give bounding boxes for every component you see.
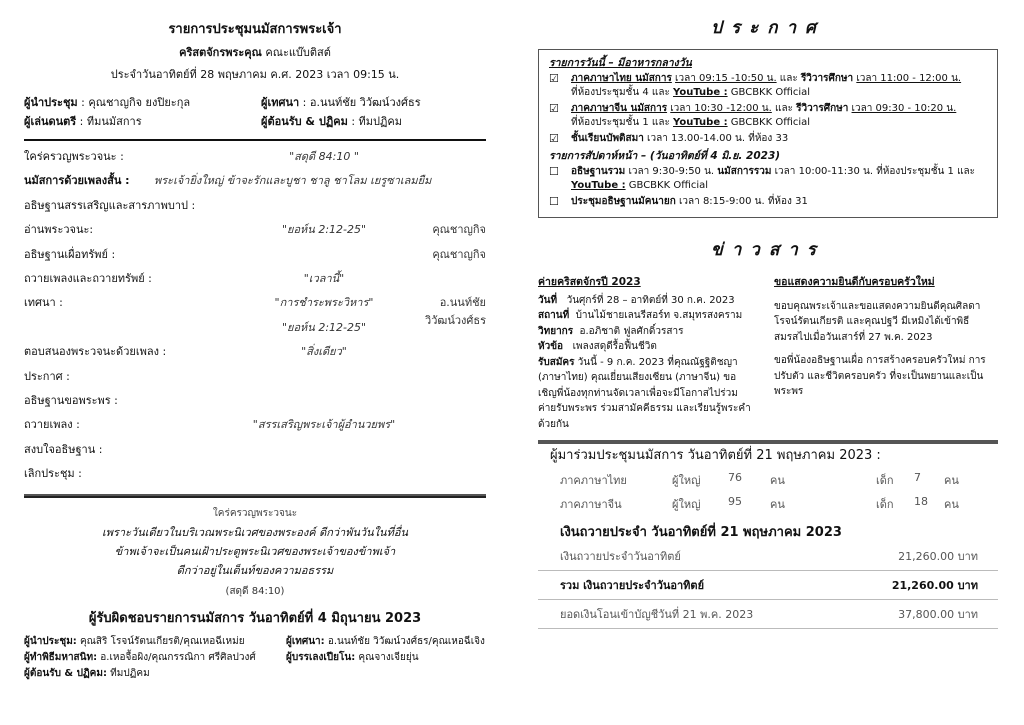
checked-box-icon: ☑ bbox=[549, 132, 559, 145]
church-name-line bbox=[24, 43, 486, 61]
service-date: ประจำวันอาทิตย์ที่ 28 พฤษภาคม ค.ศ. 2023 เวลา 09:15 น. bbox=[110, 68, 400, 81]
checked-box-icon: ☑ bbox=[549, 102, 559, 115]
unchecked-box-icon: ☐ bbox=[549, 165, 559, 178]
order-item bbox=[24, 342, 486, 366]
next-week-grid bbox=[24, 634, 486, 682]
order-item bbox=[24, 464, 486, 488]
next-week-item: ผู้ต้อนรับ & ปฏิคม: ทีมปฏิคม bbox=[24, 668, 150, 680]
order-item-reference: "สดุดี 84:10 " bbox=[289, 150, 359, 163]
camp-heading: ค่ายคริสตจักรปี 2023 bbox=[538, 276, 641, 288]
leader-item: ผู้ต้อนรับ & ปฏิคม : ทีมปฏิคม bbox=[261, 115, 403, 128]
camp-line: สถานที่ บ้านไม้ชายเลนรีสอร์ท จ.สมุทรสงคราม bbox=[538, 310, 743, 321]
leader-label: ผู้เล่นดนตรี bbox=[24, 115, 77, 128]
leader-value: ทีมปฏิคม bbox=[358, 115, 403, 128]
order-item bbox=[24, 245, 486, 269]
camp-line: วิทยากร อ.อภิชาติ ฟูลศักดิ์วรสาร bbox=[538, 325, 684, 337]
leader-value: คุณชาญกิจ ยงปิยะกุล bbox=[88, 96, 191, 109]
verse-reference: (สดุดี 84:10) bbox=[225, 586, 285, 598]
verse-line: ดีกว่าอยู่ในเต็นท์ของความอธรรม bbox=[176, 564, 334, 578]
section-divider bbox=[24, 494, 486, 498]
order-of-service bbox=[24, 14, 486, 682]
order-item bbox=[24, 318, 486, 342]
order-item-reference: "ยอห์น 2:12-25" bbox=[281, 320, 367, 334]
leader-label: ผู้เทศนา bbox=[261, 96, 300, 109]
church-name: คริสตจักรพระคุณ bbox=[179, 46, 262, 59]
order-item bbox=[24, 196, 486, 220]
meditation-heading: ใคร่ครวญพระวจนะ bbox=[212, 508, 298, 520]
order-item-reference: "เวลานี้" bbox=[303, 271, 345, 285]
order-item-person: อ.นนท์ชัย วิวัฒน์วงศ์ธร bbox=[425, 296, 486, 328]
news-section bbox=[538, 275, 998, 432]
order-item-label: ใคร่ครวญพระวจนะ : bbox=[24, 150, 124, 163]
news-title: ข่าวสาร bbox=[711, 240, 825, 260]
leaders-grid bbox=[24, 93, 486, 131]
today-heading: รายการวันนี้ – มีอาหารกลางวัน bbox=[549, 57, 692, 69]
order-item bbox=[24, 269, 486, 293]
congrats-prayer: ขอพี่น้องอธิษฐานเผื่อ การสร้างครอบครัวใหม่ การปรับตัว และชีวิตครอบครัว ที่จะเป็นพยานและเป็นพระพร bbox=[774, 355, 986, 397]
checked-box-icon: ☑ bbox=[549, 72, 559, 85]
leader-label: ผู้ต้อนรับ & ปฏิคม bbox=[261, 115, 348, 128]
attendance-row: ภาคภาษาจีน ผู้ใหญ่ 95 คน เด็ก 18 คน bbox=[560, 495, 959, 511]
next-week-item: ผู้ทำพิธีมหาสนิท: อ.เหอจื้อผิง/คุณกรรณิกา ศรีศิลปวงศ์ bbox=[24, 652, 256, 664]
camp-line: วันที่ วันศุกร์ที่ 28 – อาทิตย์ที่ 30 ก.ค. 2023 bbox=[538, 294, 735, 306]
camp-news bbox=[538, 275, 754, 432]
order-item-label: อธิษฐานเผื่อทรัพย์ : bbox=[24, 247, 116, 261]
congrats-news bbox=[774, 275, 990, 432]
verse-line: ข้าพเจ้าจะเป็นคนเฝ้าประตูพระนิเวศของพระเจ้าของข้าพเจ้า bbox=[114, 545, 396, 559]
order-item-label: สงบใจอธิษฐาน : bbox=[24, 442, 103, 456]
church-suffix: คณะแบ๊บติสต์ bbox=[265, 46, 331, 59]
order-item-label: ตอบสนองพระวจนะด้วยเพลง : bbox=[24, 345, 167, 359]
order-item bbox=[24, 367, 486, 391]
announcement-item: ☑ ชั้นเรียนบัพติสมา เวลา 13.00-14.00 น. ที่ห้อง 33 bbox=[549, 132, 789, 145]
announcements-title: ประกาศ bbox=[711, 18, 825, 38]
attendance-title: ผู้มาร่วมประชุมนมัสการ วันอาทิตย์ที่ 21 พฤษภาคม 2023 : bbox=[550, 448, 881, 463]
leader-item: ผู้เล่นดนตรี : ทีมนมัสการ bbox=[24, 115, 142, 128]
next-week-item: ผู้บรรเลงเปียโน: คุณจางเจียยุ่น bbox=[286, 652, 419, 664]
leader-item: ผู้นำประชุม : คุณชาญกิจ ยงปิยะกุล bbox=[24, 96, 191, 109]
order-item bbox=[24, 415, 486, 439]
page-title: รายการประชุมนมัสการพระเจ้า bbox=[168, 22, 342, 37]
order-item bbox=[24, 171, 486, 195]
order-item-label: ถวายเพลง : bbox=[24, 418, 80, 432]
verse-line: เพราะวันเดียวในบริเวณพระนิเวศของพระองค์ ดีกว่าพันวันในที่อื่น bbox=[102, 526, 408, 540]
meditation-verse bbox=[24, 523, 486, 580]
attendance-row: ภาคภาษาไทย ผู้ใหญ่ 76 คน เด็ก 7 คน bbox=[560, 471, 959, 487]
order-item-reference: "สรรเสริญพระเจ้าผู้อำนวยพร" bbox=[252, 418, 396, 432]
order-item-label: อ่านพระวจนะ: bbox=[24, 223, 94, 237]
order-item-person: คุณชาญกิจ bbox=[432, 247, 486, 261]
order-item-label: ถวายเพลงและถวายทรัพย์ : bbox=[24, 271, 152, 285]
order-item bbox=[24, 220, 486, 244]
order-item-label: อธิษฐานขอพระพร : bbox=[24, 393, 118, 407]
divider bbox=[24, 139, 486, 141]
order-item-label: เลิกประชุม : bbox=[24, 467, 82, 481]
order-item bbox=[24, 147, 486, 171]
announcements-column bbox=[538, 14, 998, 629]
next-week-item: ผู้นำประชุม: คุณสิริ โรจน์รัตนเกียรติ/คุณเหอฉีเหม่ย bbox=[24, 636, 245, 648]
leader-item: ผู้เทศนา : อ.นนท์ชัย วิวัฒน์วงศ์ธร bbox=[261, 96, 421, 109]
order-item-label: ประกาศ : bbox=[24, 369, 70, 383]
leader-label: ผู้นำประชุม bbox=[24, 96, 78, 109]
camp-line: รับสมัคร วันนี้ - 9 ก.ค. 2023 ที่คุณณัฐฐิติชญา (ภาษาไทย) คุณเยี่ยนเสียงเซียน (ภาษาจีน) ขอเชิญพี่น้องทุกท่านจัดเวลาเพื่อจะมีโอกาสไปร่วมค่ายรับพระพร ร่วมสามัคคีธรรม และเรียนรู้พระคำด้วยกัน bbox=[538, 356, 751, 430]
offering-title: เงินถวายประจำ วันอาทิตย์ที่ 21 พฤษภาคม 2023 bbox=[560, 525, 842, 540]
leader-value: อ.นนท์ชัย วิวัฒน์วงศ์ธร bbox=[309, 96, 421, 109]
announcement-item: ☐ อธิษฐานรวม เวลา 9:30-9:50 น. นมัสการรวม เวลา 10:00-11:30 น. ที่ห้องประชุมชั้น 1 และ YouTube : GBCBKK Official bbox=[549, 165, 976, 191]
next-week-title: ผู้รับผิดชอบรายการนมัสการ วันอาทิตย์ที่ 4 มิถุนายน 2023 bbox=[88, 611, 422, 627]
order-item-person: คุณชาญกิจ bbox=[432, 223, 486, 237]
order-item-reference: "สิ่งเดียว" bbox=[301, 345, 347, 359]
order-item-reference: "การชำระพระวิหาร" bbox=[274, 296, 374, 310]
congrats-text: ขอบคุณพระเจ้าและขอแสดงความยินดีคุณศิลดา โรจน์รัตนเกียรติ และคุณปฐวี มีเหมิงได้เข้าพิธีสมรสไปเมื่อวันเสาร์ที่ 27 พ.ค. 2023 bbox=[774, 300, 981, 343]
order-item-reference: พระเจ้ายิ่งใหญ่ ข้าจะรักและบูชา ชาลู ชาโลม เยรูซาเลมยืม bbox=[154, 174, 432, 188]
order-item bbox=[24, 440, 486, 464]
offering-total-row: รวม เงินถวายประจำวันอาทิตย์ 21,260.00 บาท bbox=[538, 571, 998, 600]
offering-transfer-row: ยอดเงินโอนเข้าบัญชีวันที่ 21 พ.ค. 2023 37,800.00 บาท bbox=[538, 600, 998, 629]
order-item-label: เทศนา : bbox=[24, 296, 63, 310]
unchecked-box-icon: ☐ bbox=[549, 195, 559, 208]
order-list bbox=[24, 147, 486, 488]
order-item-label: อธิษฐานสรรเสริญและสารภาพบาป : bbox=[24, 198, 196, 212]
announcement-item: ☑ ภาคภาษาไทย นมัสการ เวลา 09:15 -10:50 น. และ รีวิวารศึกษา เวลา 11:00 - 12:00 น. ที่ห้องประชุมชั้น 4 และ YouTube : GBCBKK Official bbox=[549, 72, 962, 98]
camp-line: หัวข้อ เพลงสดุดีรื้อฟื้นชีวิต bbox=[538, 341, 657, 352]
order-item bbox=[24, 391, 486, 415]
order-item-label: นมัสการด้วยเพลงสั้น : bbox=[24, 174, 130, 188]
congrats-heading: ขอแสดงความยินดีกับครอบครัวใหม่ bbox=[774, 276, 935, 288]
announcement-item: ☑ ภาคภาษาจีน นมัสการ เวลา 10:30 -12:00 น. และ รีวิวารศึกษา เวลา 09:30 - 10:20 น. ที่ห้องประชุมชั้น 1 และ YouTube : GBCBKK Official bbox=[549, 102, 957, 128]
announcements-box bbox=[538, 49, 998, 218]
leader-value: ทีมนมัสการ bbox=[86, 115, 142, 128]
next-week-heading: รายการสัปดาห์หน้า – (วันอาทิตย์ที่ 4 มิ.ย. 2023) bbox=[549, 150, 781, 162]
next-week-item: ผู้เทศนา: อ.นนท์ชัย วิวัฒน์วงศ์ธร/คุณเหอฉีเจิง bbox=[286, 636, 485, 648]
order-item-reference: "ยอห์น 2:12-25" bbox=[281, 223, 367, 237]
offering-row: เงินถวายประจำวันอาทิตย์ 21,260.00 บาท bbox=[538, 542, 998, 571]
announcement-item: ☐ ประชุมอธิษฐานมัคนายก เวลา 8:15-9:00 น. ที่ห้อง 31 bbox=[549, 195, 808, 208]
